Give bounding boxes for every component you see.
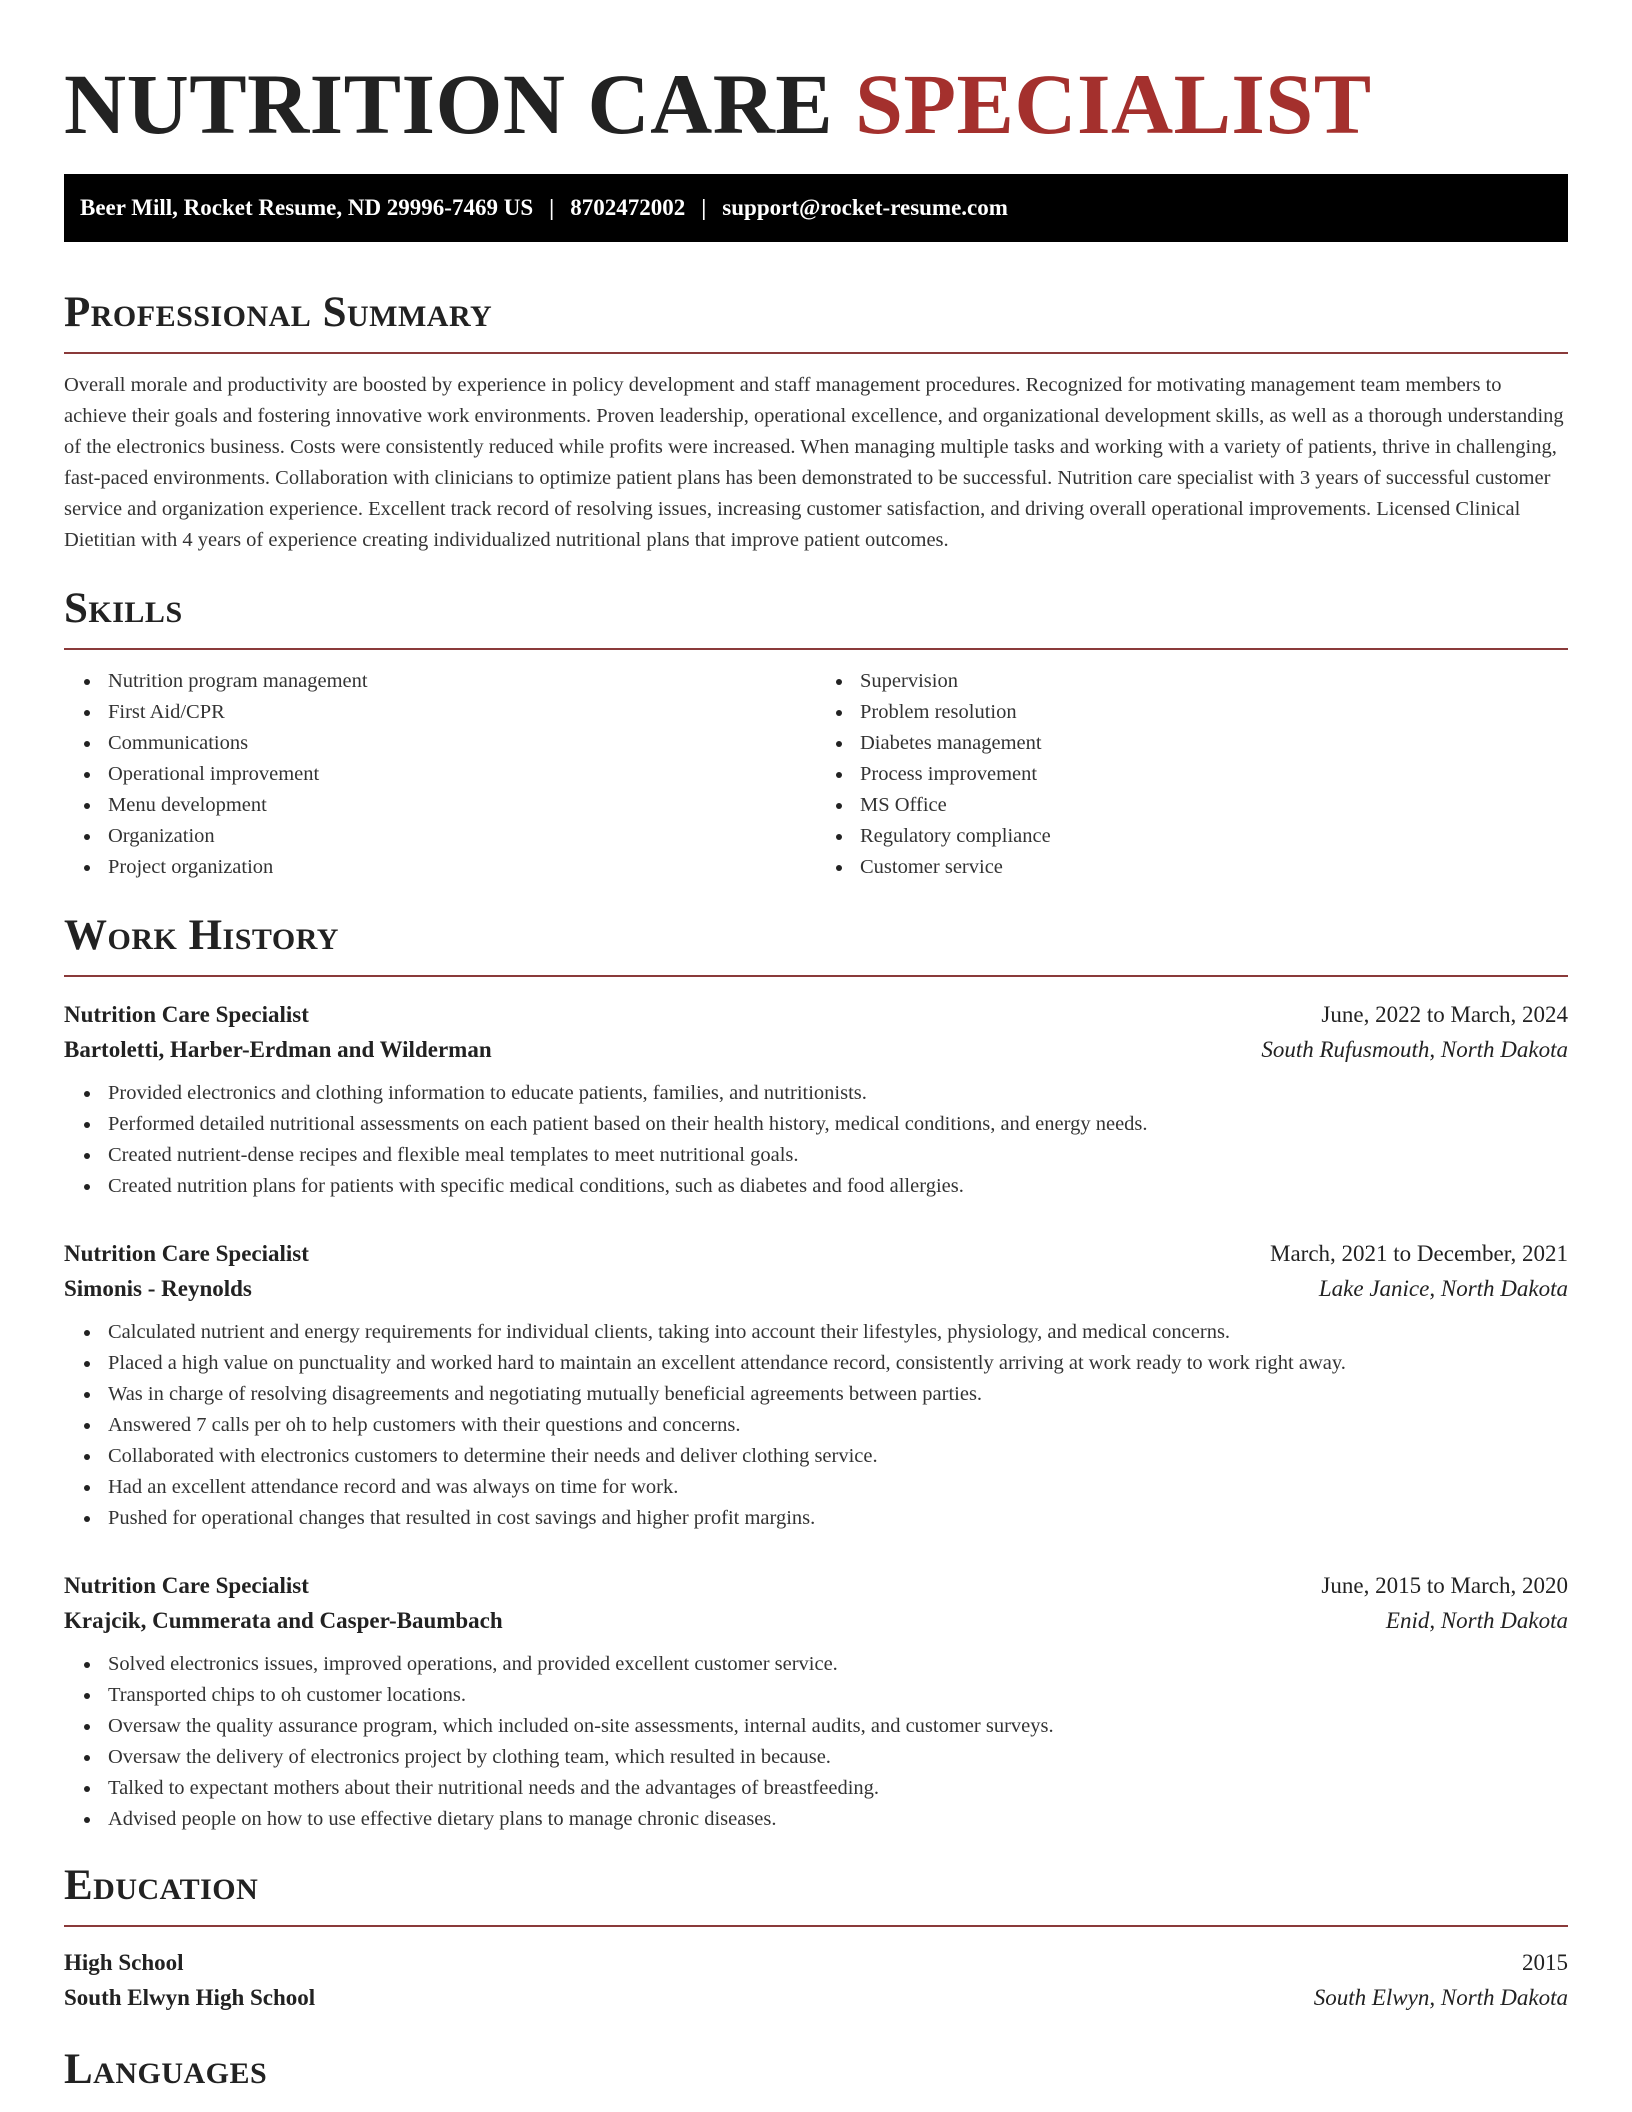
section-heading-languages: Languages bbox=[64, 2046, 268, 2093]
list-item: First Aid/CPR bbox=[64, 697, 816, 728]
list-item: Regulatory compliance bbox=[816, 821, 1568, 852]
contact-separator: | bbox=[701, 195, 707, 220]
list-item: MS Office bbox=[816, 790, 1568, 821]
education-section bbox=[64, 1861, 1568, 2015]
list-item: Organization bbox=[64, 821, 816, 852]
list-item: Created nutrient-dense recipes and flexible meal templates to meet nutritional goals. bbox=[64, 1140, 1568, 1171]
resume-title bbox=[64, 0, 1568, 150]
section-heading-summary: Professional Summary bbox=[64, 289, 493, 336]
section-divider bbox=[64, 648, 1568, 650]
education-row bbox=[64, 1980, 1568, 2015]
title-accent: SPECIALIST bbox=[855, 56, 1372, 152]
skills-column-right bbox=[816, 666, 1568, 883]
job-header-row bbox=[64, 1568, 1568, 1603]
summary-text: Overall morale and productivity are boosted by experience in policy development and staff management procedures. Recognized for motivating management team members to achieve their goals and fostering innovative work environments. Proven leadership, operational excellence, and organizational development skills, as well as a thorough understanding of the electronics business. Costs were consistently reduced while profits were increased. When managing multiple tasks and working with a variety of patients, thrive in challenging, fast-paced environments. Collaboration with clinicians to optimize patient plans has been demonstrated to be successful. Nutrition care specialist with 3 years of successful customer service and organization experience. Excellent track record of resolving issues, increasing customer satisfaction, and driving overall operational improvements. Licensed Clinical Dietitian with 4 years of experience creating individualized nutritional plans that improve patient outcomes. bbox=[64, 374, 1564, 551]
list-item: Menu development bbox=[64, 790, 816, 821]
job-dates: June, 2022 to March, 2024 bbox=[1321, 1002, 1568, 1027]
job-location: Enid, North Dakota bbox=[1385, 1608, 1568, 1633]
contact-separator: | bbox=[549, 195, 555, 220]
list-item: Collaborated with electronics customers to determine their needs and deliver clothing service. bbox=[64, 1441, 1568, 1472]
list-item: Nutrition program management bbox=[64, 666, 816, 697]
list-item: Project organization bbox=[64, 852, 816, 883]
list-item: Operational improvement bbox=[64, 759, 816, 790]
education-location: South Elwyn, North Dakota bbox=[1313, 1985, 1568, 2010]
job-dates: March, 2021 to December, 2021 bbox=[1270, 1241, 1568, 1266]
job-dates: June, 2015 to March, 2020 bbox=[1321, 1573, 1568, 1598]
job-location: Lake Janice, North Dakota bbox=[1318, 1276, 1568, 1301]
list-item: Oversaw the delivery of electronics project by clothing team, which resulted in because. bbox=[64, 1742, 1568, 1773]
job-company-row bbox=[64, 1271, 1568, 1306]
education-entry bbox=[64, 1945, 1568, 2015]
section-heading-skills: Skills bbox=[64, 585, 183, 632]
list-item: Had an excellent attendance record and was always on time for work. bbox=[64, 1472, 1568, 1503]
skills-section bbox=[64, 584, 1568, 883]
list-item: Provided electronics and clothing information to educate patients, families, and nutritionists. bbox=[64, 1078, 1568, 1109]
list-item: Customer service bbox=[816, 852, 1568, 883]
list-item: Performed detailed nutritional assessments on each patient based on their health history, medical conditions, and energy needs. bbox=[64, 1109, 1568, 1140]
title-main: NUTRITION CARE bbox=[64, 56, 834, 152]
list-item: Was in charge of resolving disagreements and negotiating mutually beneficial agreements between parties. bbox=[64, 1379, 1568, 1410]
contact-phone: 8702472002 bbox=[570, 195, 686, 220]
job-entry bbox=[64, 1568, 1568, 1835]
job-title: Nutrition Care Specialist bbox=[64, 1002, 309, 1027]
job-entry bbox=[64, 997, 1568, 1202]
job-list bbox=[64, 997, 1568, 1835]
list-item: Diabetes management bbox=[816, 728, 1568, 759]
contact-email: support@rocket-resume.com bbox=[722, 195, 1008, 220]
work-history-section bbox=[64, 911, 1568, 1835]
section-heading-work: Work History bbox=[64, 912, 339, 959]
list-item: Process improvement bbox=[816, 759, 1568, 790]
languages-section bbox=[64, 2045, 1568, 2095]
skills-column-left bbox=[64, 666, 816, 883]
list-item: Created nutrition plans for patients with specific medical conditions, such as diabetes and food allergies. bbox=[64, 1171, 1568, 1202]
skills-list-left bbox=[64, 666, 816, 883]
list-item: Placed a high value on punctuality and worked hard to maintain an excellent attendance record, consistently arriving at work ready to work right away. bbox=[64, 1348, 1568, 1379]
list-item: Calculated nutrient and energy requirements for individual clients, taking into account their lifestyles, physiology, and medical concerns. bbox=[64, 1317, 1568, 1348]
section-divider bbox=[64, 352, 1568, 354]
list-item: Answered 7 calls per oh to help customers with their questions and concerns. bbox=[64, 1410, 1568, 1441]
list-item: Pushed for operational changes that resulted in cost savings and higher profit margins. bbox=[64, 1503, 1568, 1534]
list-item: Transported chips to oh customer locations. bbox=[64, 1680, 1568, 1711]
job-bullets bbox=[64, 1078, 1568, 1202]
list-item: Supervision bbox=[816, 666, 1568, 697]
job-bullets bbox=[64, 1317, 1568, 1534]
job-company: Krajcik, Cummerata and Casper-Baumbach bbox=[64, 1608, 503, 1633]
list-item: Problem resolution bbox=[816, 697, 1568, 728]
job-title: Nutrition Care Specialist bbox=[64, 1241, 309, 1266]
job-company: Simonis - Reynolds bbox=[64, 1276, 252, 1301]
job-entry bbox=[64, 1236, 1568, 1534]
education-row bbox=[64, 1945, 1568, 1980]
section-divider bbox=[64, 975, 1568, 977]
summary-section bbox=[64, 288, 1568, 556]
list-item: Advised people on how to use effective dietary plans to manage chronic diseases. bbox=[64, 1804, 1568, 1835]
list-item: Oversaw the quality assurance program, which included on-site assessments, internal audits, and customer surveys. bbox=[64, 1711, 1568, 1742]
education-year: 2015 bbox=[1522, 1950, 1568, 1975]
education-school: South Elwyn High School bbox=[64, 1985, 316, 2010]
section-heading-education: Education bbox=[64, 1862, 259, 1909]
contact-address: Beer Mill, Rocket Resume, ND 29996-7469 US bbox=[80, 195, 534, 220]
skills-list-right bbox=[816, 666, 1568, 883]
job-location: South Rufusmouth, North Dakota bbox=[1261, 1037, 1568, 1062]
job-header-row bbox=[64, 997, 1568, 1032]
section-divider bbox=[64, 1925, 1568, 1927]
list-item: Solved electronics issues, improved operations, and provided excellent customer service. bbox=[64, 1649, 1568, 1680]
education-degree: High School bbox=[64, 1950, 184, 1975]
contact-bar bbox=[64, 174, 1568, 242]
job-company: Bartoletti, Harber-Erdman and Wilderman bbox=[64, 1037, 492, 1062]
job-company-row bbox=[64, 1032, 1568, 1067]
job-header-row bbox=[64, 1236, 1568, 1271]
skills-grid bbox=[64, 666, 1568, 883]
job-company-row bbox=[64, 1603, 1568, 1638]
job-bullets bbox=[64, 1649, 1568, 1835]
list-item: Communications bbox=[64, 728, 816, 759]
list-item: Talked to expectant mothers about their nutritional needs and the advantages of breastfeeding. bbox=[64, 1773, 1568, 1804]
job-title: Nutrition Care Specialist bbox=[64, 1573, 309, 1598]
